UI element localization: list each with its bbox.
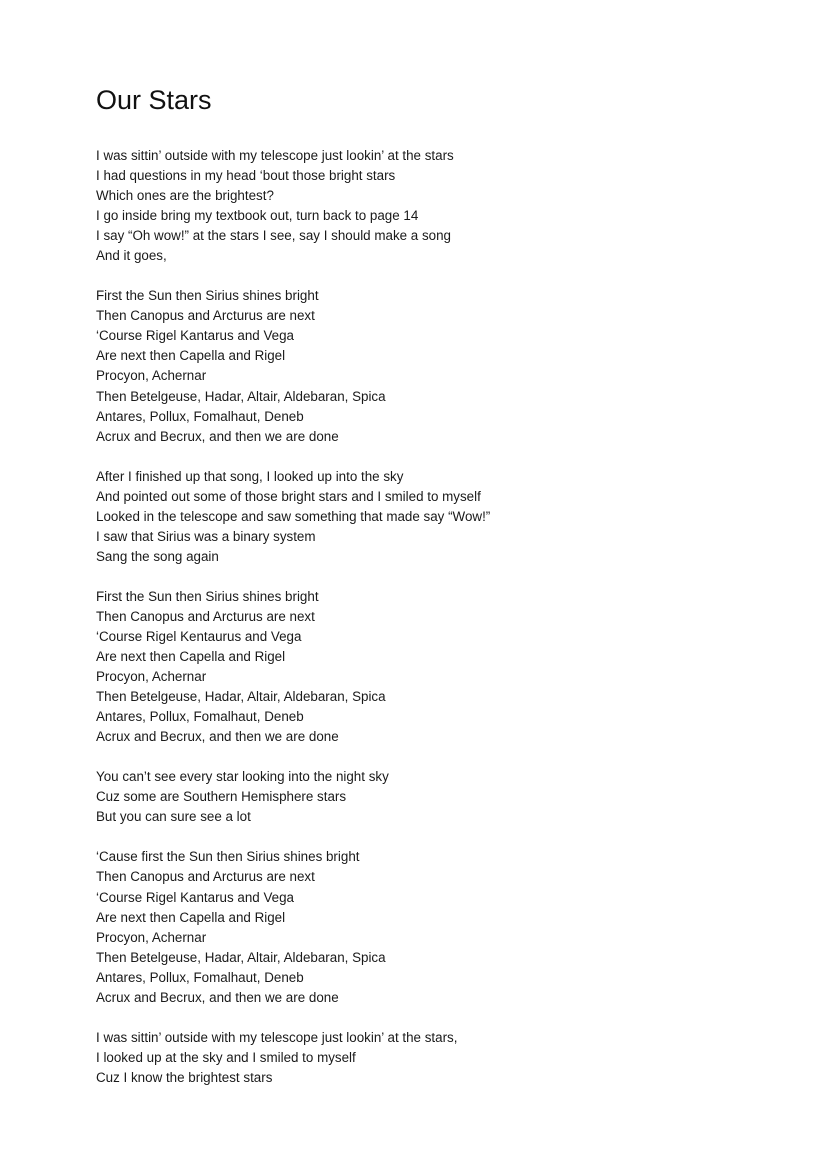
lyric-line: Then Canopus and Arcturus are next	[96, 308, 315, 324]
lyric-line: First the Sun then Sirius shines bright	[96, 588, 319, 604]
lyric-line: ‘Course Rigel Kantarus and Vega	[96, 889, 295, 905]
stanza-7	[96, 1028, 756, 1088]
lyric-line: Acrux and Becrux, and then we are done	[96, 428, 339, 444]
lyric-line: You can’t see every star looking into the night sky	[96, 769, 389, 785]
stanza-2-chorus	[96, 286, 756, 446]
lyric-line: I was sittin’ outside with my telescope just lookin’ at the stars	[96, 148, 454, 163]
lyric-line: Acrux and Becrux, and then we are done	[96, 729, 339, 745]
lyric-line: I was sittin’ outside with my telescope just lookin’ at the stars,	[96, 1029, 458, 1045]
lyric-line: Looked in the telescope and saw something that made say “Wow!”	[96, 508, 491, 524]
lyric-line: Are next then Capella and Rigel	[96, 348, 286, 364]
lyric-line: Are next then Capella and Rigel	[96, 909, 286, 925]
lyric-line: Then Betelgeuse, Hadar, Altair, Aldebaran, Spica	[96, 388, 386, 404]
lyric-line: Antares, Pollux, Fomalhaut, Deneb	[96, 408, 304, 424]
stanza-4-chorus	[96, 587, 756, 747]
lyric-line: But you can sure see a lot	[96, 809, 251, 825]
lyric-line: Sang the song again	[96, 548, 219, 564]
lyric-line: First the Sun then Sirius shines bright	[96, 288, 319, 304]
stanza-5	[96, 767, 756, 827]
lyric-line: Are next then Capella and Rigel	[96, 649, 286, 665]
lyric-line: Which ones are the brightest?	[96, 188, 274, 204]
lyric-line: And it goes,	[96, 248, 167, 264]
lyric-line: Antares, Pollux, Fomalhaut, Deneb	[96, 969, 304, 985]
lyric-line: I looked up at the sky and I smiled to myself	[96, 1049, 356, 1065]
lyric-line: Antares, Pollux, Fomalhaut, Deneb	[96, 709, 304, 725]
lyric-line: Cuz some are Southern Hemisphere stars	[96, 789, 347, 805]
lyric-line: ‘Cause first the Sun then Sirius shines bright	[96, 849, 360, 865]
lyric-line: Cuz I know the brightest stars	[96, 1069, 273, 1085]
lyric-line: Procyon, Achernar	[96, 929, 207, 945]
lyric-line: Procyon, Achernar	[96, 368, 207, 384]
stanza-1	[96, 146, 756, 266]
page-title: Our Stars	[96, 85, 212, 115]
lyric-line: Procyon, Achernar	[96, 669, 207, 685]
lyric-line: I had questions in my head ‘bout those bright stars	[96, 168, 396, 184]
lyric-line: Then Canopus and Arcturus are next	[96, 869, 315, 885]
lyric-line: ‘Course Rigel Kentaurus and Vega	[96, 628, 302, 644]
lyric-line: ‘Course Rigel Kantarus and Vega	[96, 328, 295, 344]
stanza-6-chorus	[96, 847, 756, 1007]
stanza-3	[96, 467, 756, 567]
lyric-line: I go inside bring my textbook out, turn back to page 14	[96, 208, 419, 224]
lyric-line: Then Betelgeuse, Hadar, Altair, Aldebaran, Spica	[96, 689, 386, 705]
lyric-line: I saw that Sirius was a binary system	[96, 528, 316, 544]
lyric-line: Then Canopus and Arcturus are next	[96, 608, 315, 624]
lyric-line: After I finished up that song, I looked up into the sky	[96, 468, 404, 484]
lyric-line: Then Betelgeuse, Hadar, Altair, Aldebaran, Spica	[96, 949, 386, 965]
lyric-line: And pointed out some of those bright stars and I smiled to myself	[96, 488, 481, 504]
document-page	[96, 84, 756, 1108]
lyric-line: I say “Oh wow!” at the stars I see, say I should make a song	[96, 228, 452, 244]
lyrics-body	[96, 146, 756, 1088]
lyric-line: Acrux and Becrux, and then we are done	[96, 989, 339, 1005]
